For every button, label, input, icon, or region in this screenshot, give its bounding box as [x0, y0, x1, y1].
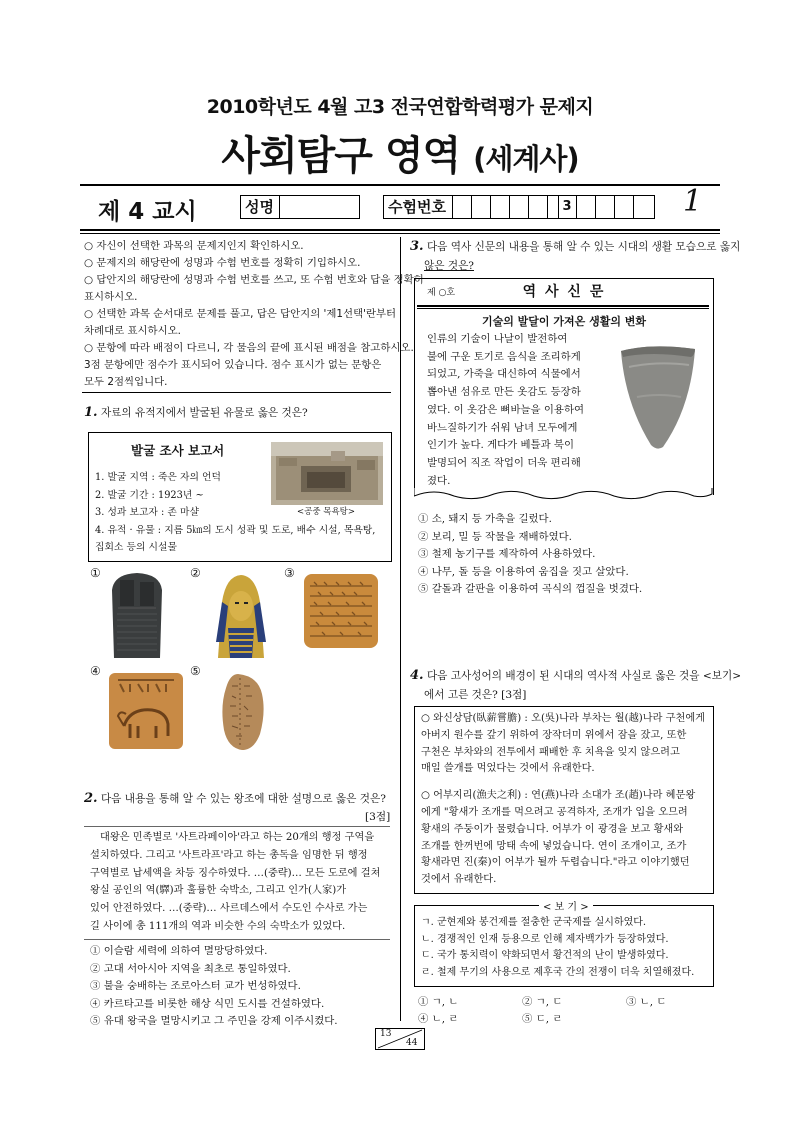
exam-no-cell: [576, 196, 596, 218]
period-label: 제 4 교시: [98, 199, 197, 225]
q3-stem-text-1: 다음 역사 신문의 내용을 통해 알 수 있는 시대의 생활 모습으로 옳지: [426, 241, 741, 253]
q4-option[interactable]: ④ ㄴ, ㄹ: [418, 1013, 459, 1025]
q1-option-label[interactable]: ⑤: [190, 664, 201, 678]
q3-article-line: 인기가 높다. 게다가 베틀과 북이: [427, 439, 574, 452]
q1-stem-text: 자료의 유적지에서 발굴된 유물로 옳은 것은?: [100, 407, 308, 419]
q4-passage-line: ○ 와신상담(臥薪嘗膽) : 오(吳)나라 부차는 월(越)나라 구천에게: [421, 713, 706, 724]
instruction-line: 표시하시오.: [84, 291, 138, 303]
q2-stem-text: 다음 내용을 통해 알 수 있는 왕조에 대한 설명으로 옳은 것은?: [100, 793, 386, 805]
exam-no-prefix-cell: 3: [558, 196, 575, 218]
q4-passage-line: [421, 778, 705, 788]
q1-option-label[interactable]: ④: [90, 664, 101, 678]
q2-passage-line: 설치하였다. 그리고 '사트라프'라고 하는 총독을 임명한 뒤 행정: [90, 849, 368, 861]
q2-option[interactable]: ④ 카르타고를 비롯한 해상 식민 도시를 건설하였다.: [90, 997, 325, 1010]
tutankhamun-mask-image[interactable]: [214, 572, 268, 658]
q2-passage-line: 길 사이에 총 111개의 역과 비슷한 수의 숙박소가 있었다.: [90, 920, 346, 932]
page-number: 1: [683, 184, 703, 219]
q2-passage-line: 대왕은 민족별로 '사트라페이아'라고 하는 20개의 행정 구역을: [100, 832, 375, 843]
bath-photo-image: [271, 442, 383, 505]
q4-bogi-label: < 보 기 >: [539, 898, 593, 913]
q2-option[interactable]: ① 이슬람 세력에 의하여 멸망당하였다.: [90, 945, 268, 957]
q4-bogi-item: ㄷ. 국가 통치력이 약화되면서 황건적의 난이 발생하였다.: [421, 950, 669, 962]
exam-no-cell: [471, 196, 491, 218]
page-current: 13: [380, 1029, 392, 1039]
q1-report-line: 3. 성과 보고자 : 존 마샬: [95, 507, 199, 518]
q2-stem: [84, 791, 386, 806]
q1-report-line: 4. 유적 · 유물 : 지름 5㎞의 도시 성곽 및 도로, 배수 시설, 목욕탕,: [95, 524, 376, 536]
q3-article-line: 불에 구운 토기로 음식을 조리하게: [427, 350, 581, 363]
header-bottom-rule: [80, 229, 720, 231]
q4-bogi-item: ㄴ. 경쟁적인 인재 등용으로 인해 제자백가가 등장하였다.: [421, 933, 669, 945]
q4-stem-text-1: 다음 고사성어의 배경이 된 시대의 역사적 사실로 옳은 것을 <보기>: [426, 670, 742, 682]
q4-stem-text-2: 에서 고른 것은? [3점]: [424, 689, 527, 701]
q2-option[interactable]: ⑤ 유대 왕국을 멸망시키고 그 주민을 강제 이주시켰다.: [90, 1015, 338, 1027]
q3-article-line: 되었고, 가죽을 대신하여 식물에서: [427, 368, 581, 381]
q3-article-line: 였다. 이 옷감은 뼈바늘을 이용하여: [427, 403, 585, 416]
q4-passage-line: 황새의 주둥이가 물렸습니다. 어부가 이 광경을 보고 황새와: [421, 823, 684, 835]
name-box[interactable]: [240, 195, 360, 219]
q2-options: [90, 943, 338, 1031]
q2-passage: [90, 829, 380, 936]
q1-option-label[interactable]: ③: [284, 566, 295, 580]
q4-passage-line: 조개를 한꺼번에 망태 속에 넣었습니다. 연이 조개이고, 조가: [421, 840, 687, 852]
q4-passage-box: [414, 706, 714, 894]
q4-option[interactable]: ① ㄱ, ㄴ: [418, 996, 459, 1008]
header-bottom-rule-thin: [80, 233, 720, 234]
instruction-line: 3점 문항에만 점수가 표시되어 있습니다. 점수 표시가 없는 문항은: [84, 359, 382, 371]
q3-article-line: 뽑아낸 섬유로 만든 옷감도 등장하: [427, 386, 581, 399]
q4-passage-line: 매일 쓸개를 먹었다는 것에서 유래한다.: [421, 763, 595, 775]
q3-headline: 기술의 발달이 가져온 생활의 변화: [481, 315, 647, 328]
exam-subtitle: 2010학년도 4월 고3 전국연합학력평가 문제지: [206, 96, 594, 118]
q3-paper-rule-thin: [417, 308, 709, 309]
newspaper-torn-edge: [414, 488, 714, 502]
q4-option[interactable]: ⑤ ㄷ, ㄹ: [522, 1013, 563, 1025]
q4-passage-line: 것에서 유래한다.: [421, 874, 497, 886]
q3-stem: [410, 239, 740, 254]
q4-bogi-list: [421, 915, 694, 981]
q1-report-line: 1. 발굴 지역 : 죽은 자의 언덕: [95, 472, 221, 483]
q3-option[interactable]: ① 소, 돼지 등 가축을 길렀다.: [418, 513, 552, 525]
exam-no-cell: [509, 196, 529, 218]
q4-passage-line: ○ 어부지리(漁夫之利) : 연(燕)나라 소대가 조(趙)나라 혜문왕: [421, 790, 696, 802]
q3-issue: 제 ○호: [427, 288, 456, 298]
q4-passage-line: 아버지 원수를 갚기 위하여 장작더미 위에서 잠을 잤고, 또한: [421, 729, 687, 741]
q2-option[interactable]: ③ 불을 숭배하는 조로아스터 교가 번성하였다.: [90, 980, 301, 992]
q3-paper-rule: [417, 305, 709, 307]
q3-article-line: 바느질하기가 쉬워 남녀 모두에게: [427, 421, 578, 434]
q3-article-line: 졌다.: [427, 474, 451, 487]
q4-passage-line: 황새라면 진(秦)이 어부가 될까 두렵습니다."라고 이야기했던: [421, 857, 690, 869]
exam-no-cell: [528, 196, 548, 218]
q3-options: [418, 511, 642, 599]
q1-option-label[interactable]: ②: [190, 566, 201, 580]
q2-passage-line: 구역별로 납세액을 차등 징수하였다. …(중략)… 모든 도로에 걸쳐: [90, 867, 381, 879]
column-divider: [400, 237, 401, 1021]
q3-newspaper-box: [414, 278, 714, 495]
q3-article: [427, 331, 584, 490]
q1-report-line: 집회소 등의 시설물: [95, 542, 177, 553]
exam-number-label: 수험번호: [388, 198, 446, 216]
q3-paper-title: 역 사 신 문: [522, 284, 606, 300]
header-top-rule: [80, 184, 720, 186]
exam-no-cell: [490, 196, 510, 218]
q3-option[interactable]: ③ 철제 농기구를 제작하여 사용하였다.: [418, 548, 596, 560]
instruction-line: ○ 문제지의 해당란에 성명과 수험 번호를 정확히 기입하시오.: [84, 257, 361, 269]
page-total: 44: [406, 1038, 418, 1048]
name-divider: [279, 196, 280, 218]
q2-passage-line: 왕실 공인의 역(驛)과 훌륭한 숙박소, 그리고 인가(人家)가: [90, 885, 347, 897]
cuneiform-tablet-image[interactable]: [302, 572, 380, 650]
instruction-line: ○ 자신이 선택한 과목의 문제지인지 확인하시오.: [84, 240, 304, 252]
page-counter: [375, 1028, 425, 1050]
exam-number-box[interactable]: [383, 195, 655, 219]
q4-option[interactable]: ② ㄱ, ㄷ: [522, 996, 563, 1008]
q4-bogi-box: [414, 902, 714, 987]
q4-option[interactable]: ③ ㄴ, ㄷ: [626, 996, 667, 1008]
q4-passage-line: 에게 "황새가 조개를 먹으려고 공격하자, 조개가 입을 오므려: [421, 806, 688, 818]
instruction-line: 모두 2점씩입니다.: [84, 376, 168, 388]
q1-report-line: 2. 발굴 기간 : 1923년 ~: [95, 489, 204, 501]
q1-option-label[interactable]: ①: [90, 566, 101, 580]
q1-photo-caption: <공중 목욕탕>: [296, 507, 355, 517]
exam-no-cell: [595, 196, 615, 218]
exam-no-cell: [452, 196, 472, 218]
q2-passage-box: [84, 826, 390, 940]
q3-number: 3.: [410, 239, 424, 254]
instruction-line: 차례대로 표시하시오.: [84, 325, 181, 337]
oracle-bone-image[interactable]: [218, 672, 268, 752]
q3-option[interactable]: ② 보리, 밀 등 작물을 재배하였다.: [418, 530, 572, 543]
q2-option[interactable]: ② 고대 서아시아 지역을 최초로 통일하였다.: [90, 962, 291, 975]
q3-option[interactable]: ⑤ 갈돌과 갈판을 이용하여 곡식의 껍질을 벗겼다.: [418, 583, 643, 595]
q2-passage-line: 있어 안전하였다. …(중략)… 사르데스에서 수도인 수사로 가는: [90, 903, 368, 915]
q4-stem: [410, 668, 741, 683]
q4-passage-line: 구천은 부차와의 전투에서 패배한 후 치욕을 잊지 않으려고: [421, 746, 680, 758]
instructions-rule: [82, 392, 391, 393]
q4-passage: [421, 711, 705, 889]
q2-points: [3점]: [365, 811, 391, 823]
q1-stem: [84, 405, 308, 420]
exam-title-sub: (세계사): [473, 142, 579, 176]
hammurabi-stele-image[interactable]: [108, 572, 166, 658]
q4-number: 4.: [410, 668, 424, 683]
instruction-line: ○ 문항에 따라 배점이 다르니, 각 물음의 끝에 표시된 배점을 참고하시오.: [84, 342, 414, 354]
instructions: [84, 238, 424, 391]
exam-no-cell: [633, 196, 653, 218]
q3-article-line: 인류의 기술이 나날이 발전하여: [427, 333, 568, 345]
q1-report-box: [88, 432, 392, 562]
exam-no-cell: [614, 196, 634, 218]
q4-bogi-item: ㄱ. 군현제와 봉건제를 절충한 군국제를 실시하였다.: [421, 917, 647, 928]
q1-report-title: 발굴 조사 보고서: [131, 443, 225, 458]
q1-number: 1.: [84, 405, 98, 420]
exam-title-main: 사회탐구 영역: [221, 133, 461, 179]
q3-stem-text-2: 않은 것은?: [424, 260, 474, 272]
exam-title: [0, 124, 800, 181]
q4-bogi-item: ㄹ. 철제 무기의 사용으로 제후국 간의 전쟁이 더욱 치열해졌다.: [421, 966, 695, 978]
instruction-line: ○ 답안지의 해당란에 성명과 수험 번호를 쓰고, 또 수험 번호와 답을 정확히: [84, 274, 424, 286]
instruction-line: ○ 선택한 과목 순서대로 문제를 풀고, 답은 답안지의 '제1선택'란부터: [84, 308, 397, 320]
q3-option[interactable]: ④ 나무, 돌 등을 이용하여 움집을 짓고 살았다.: [418, 565, 629, 578]
name-label: 성명: [245, 198, 274, 216]
pottery-image: [611, 337, 701, 455]
q2-number: 2.: [84, 791, 98, 806]
q3-article-line: 발명되어 직조 작업이 더욱 편리해: [427, 456, 581, 469]
indus-seal-image[interactable]: [108, 672, 184, 750]
